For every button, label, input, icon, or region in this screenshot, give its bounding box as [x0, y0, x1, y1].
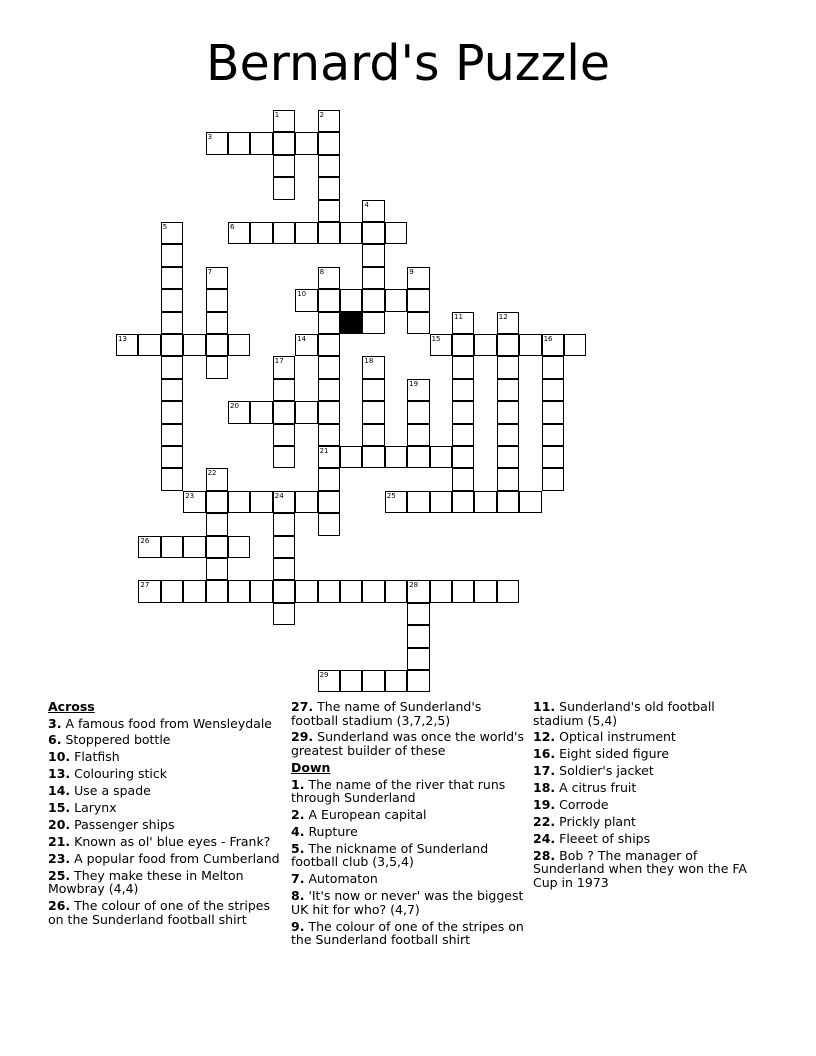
grid-cell[interactable]: [385, 289, 407, 311]
clue-num: 16.: [533, 746, 556, 762]
clue-num: 28.: [533, 847, 556, 863]
grid-cell[interactable]: [497, 446, 519, 468]
grid-cell[interactable]: [340, 446, 362, 468]
grid-cell[interactable]: [318, 222, 340, 244]
grid-cell[interactable]: [318, 334, 340, 356]
grid-cell[interactable]: [519, 334, 541, 356]
clue-text: Prickly plant: [559, 813, 636, 829]
clue-text: Fleeet of ships: [559, 830, 651, 846]
grid-cell[interactable]: [474, 491, 496, 513]
grid-cell[interactable]: [273, 424, 295, 446]
grid-cell[interactable]: [452, 334, 474, 356]
clue-text: Larynx: [74, 800, 117, 816]
across-clue: [48, 750, 284, 764]
grid-cell[interactable]: [183, 491, 205, 513]
grid-cell[interactable]: [295, 491, 317, 513]
down-clue: [291, 842, 527, 869]
grid-cell[interactable]: [385, 446, 407, 468]
grid-cell[interactable]: [407, 424, 429, 446]
grid-cell[interactable]: [497, 580, 519, 602]
down-clue: [533, 798, 769, 812]
grid-cell[interactable]: [452, 424, 474, 446]
grid-cell[interactable]: [407, 446, 429, 468]
grid-cell[interactable]: [206, 580, 228, 602]
grid-cell[interactable]: [273, 401, 295, 423]
grid-cell[interactable]: [318, 267, 340, 289]
clue-text: The nickname of Sunderland football club (3,5,4): [291, 840, 489, 870]
grid-cell[interactable]: [273, 110, 295, 132]
across-clue: [291, 700, 527, 727]
grid-cell[interactable]: [318, 580, 340, 602]
grid-cell[interactable]: [474, 580, 496, 602]
grid-cell[interactable]: [250, 222, 272, 244]
clue-text: Rupture: [308, 823, 358, 839]
grid-cell[interactable]: [318, 132, 340, 154]
across-heading: Across: [48, 699, 95, 714]
grid-cell[interactable]: [497, 401, 519, 423]
grid-cell[interactable]: [206, 558, 228, 580]
grid-cell[interactable]: [295, 334, 317, 356]
clue-text: Passenger ships: [74, 816, 175, 832]
grid-cell[interactable]: [318, 200, 340, 222]
clue-text: Eight sided figure: [559, 746, 670, 762]
clue-number: 6: [230, 223, 235, 231]
grid-cell[interactable]: [318, 177, 340, 199]
down-clue: [533, 815, 769, 829]
clue-num: 25.: [48, 867, 71, 883]
grid-cell[interactable]: [161, 244, 183, 266]
grid-cell[interactable]: [273, 222, 295, 244]
grid-cell[interactable]: [250, 580, 272, 602]
clue-number: 21: [319, 447, 329, 455]
clue-text: Corrode: [559, 797, 609, 813]
clue-column-3: [533, 700, 769, 893]
clue-text: The colour of one of the stripes on the Sunderland football shirt: [291, 918, 524, 948]
clue-text: A European capital: [308, 807, 427, 823]
grid-cell[interactable]: [452, 580, 474, 602]
grid-cell[interactable]: [273, 177, 295, 199]
clue-number: 1: [274, 111, 280, 119]
grid-cell[interactable]: [295, 222, 317, 244]
clue-num: 20.: [48, 816, 71, 832]
down-clue: [291, 778, 527, 805]
grid-cell[interactable]: [497, 356, 519, 378]
clue-number: 3: [207, 133, 213, 142]
down-clue: [533, 781, 769, 795]
grid-cell[interactable]: [273, 513, 295, 535]
grid-cell[interactable]: [407, 289, 429, 311]
clue-num: 24.: [533, 830, 556, 846]
grid-cell[interactable]: [295, 401, 317, 423]
grid-cell[interactable]: [430, 446, 452, 468]
clue-num: 4.: [291, 823, 305, 839]
grid-cell[interactable]: [116, 334, 138, 356]
grid-cell[interactable]: [474, 334, 496, 356]
clue-text: Stoppered bottle: [65, 732, 171, 748]
down-clue: [533, 849, 769, 890]
down-clue: [291, 920, 527, 947]
across-clue: [48, 835, 284, 849]
grid-cell[interactable]: [273, 356, 295, 378]
clue-num: 27.: [291, 699, 314, 714]
clue-number: 14: [297, 335, 307, 343]
across-clue: [48, 717, 284, 731]
clue-number: 29: [319, 671, 329, 679]
grid-cell[interactable]: [542, 446, 564, 468]
clue-number: 2: [319, 111, 325, 119]
clue-number: 13: [118, 335, 127, 343]
grid-cell[interactable]: [161, 267, 183, 289]
grid-cell[interactable]: [430, 334, 452, 356]
grid-cell[interactable]: [497, 424, 519, 446]
clue-text: They make these in Melton Mowbray (4,4): [48, 867, 244, 897]
grid-cell[interactable]: [452, 446, 474, 468]
clue-text: Colouring stick: [74, 766, 167, 782]
clue-column-2: [291, 700, 527, 950]
grid-cell[interactable]: [362, 401, 384, 423]
grid-cell[interactable]: [497, 468, 519, 490]
clue-num: 8.: [291, 888, 305, 904]
clue-num: 2.: [291, 807, 305, 823]
grid-cell[interactable]: [228, 401, 250, 423]
grid-cell[interactable]: [161, 401, 183, 423]
grid-cell[interactable]: [362, 424, 384, 446]
grid-cell[interactable]: [407, 312, 429, 334]
grid-cell[interactable]: [273, 379, 295, 401]
grid-cell[interactable]: [318, 289, 340, 311]
grid-cell[interactable]: [407, 379, 429, 401]
grid-cell[interactable]: [318, 379, 340, 401]
clue-number: 22: [207, 469, 217, 478]
down-clue: [533, 764, 769, 778]
grid-cell[interactable]: [273, 603, 295, 625]
across-clue: [48, 784, 284, 798]
grid-cell[interactable]: [273, 491, 295, 513]
clue-text: 'It's now or never' was the biggest UK hit for who? (4,7): [291, 888, 524, 917]
down-clue: [291, 825, 527, 839]
grid-cell[interactable]: [161, 222, 183, 244]
clue-number: 5: [162, 223, 168, 231]
grid-cell[interactable]: [340, 580, 362, 602]
grid-cell[interactable]: [318, 155, 340, 177]
grid-cell[interactable]: [206, 334, 228, 356]
grid-cell[interactable]: [228, 132, 250, 154]
clue-number: 4: [364, 200, 369, 209]
grid-cell[interactable]: [385, 670, 407, 692]
grid-cell[interactable]: [161, 446, 183, 468]
clue-num: 19.: [533, 797, 556, 813]
grid-cell[interactable]: [497, 334, 519, 356]
grid-cell[interactable]: [318, 424, 340, 446]
grid-cell[interactable]: [362, 289, 384, 311]
grid-cell[interactable]: [250, 132, 272, 154]
grid-cell[interactable]: [362, 200, 384, 222]
grid-cell[interactable]: [273, 155, 295, 177]
grid-cell[interactable]: [497, 491, 519, 513]
grid-cell[interactable]: [340, 289, 362, 311]
grid-cell[interactable]: [362, 356, 384, 378]
grid-cell[interactable]: [362, 222, 384, 244]
clue-text: Optical instrument: [559, 729, 676, 745]
grid-cell[interactable]: [318, 446, 340, 468]
clue-text: Soldier's jacket: [559, 763, 654, 779]
clue-number: 25: [386, 491, 396, 500]
grid-cell[interactable]: [206, 536, 228, 558]
clue-text: The colour of one of the stripes on the Sunderland football shirt: [48, 898, 270, 927]
grid-cell[interactable]: [183, 580, 205, 602]
grid-cell[interactable]: [452, 356, 474, 378]
across-clue: [48, 767, 284, 781]
grid-cell[interactable]: [250, 491, 272, 513]
clue-num: 11.: [533, 699, 556, 714]
clue-number: 27: [140, 581, 150, 590]
clue-num: 5.: [291, 840, 305, 856]
grid-cell[interactable]: [318, 513, 340, 535]
grid-cell[interactable]: [385, 491, 407, 513]
grid-cell[interactable]: [407, 401, 429, 423]
grid-cell[interactable]: [250, 401, 272, 423]
grid-cell[interactable]: [138, 334, 160, 356]
grid-cell[interactable]: [452, 491, 474, 513]
grid-cell[interactable]: [519, 491, 541, 513]
grid-cell[interactable]: [407, 648, 429, 670]
grid-cell[interactable]: [206, 468, 228, 490]
clue-num: 17.: [533, 763, 556, 779]
clue-number: 19: [409, 379, 419, 388]
grid-cell[interactable]: [542, 424, 564, 446]
clue-text: Sunderland was once the world's greatest builder of these: [291, 729, 524, 759]
across-clue: [48, 801, 284, 815]
clue-text: Automaton: [308, 871, 378, 887]
grid-cell[interactable]: [407, 603, 429, 625]
grid-cell[interactable]: [318, 110, 340, 132]
down-clue: [291, 808, 527, 822]
grid-cell[interactable]: [318, 670, 340, 692]
down-clue: [291, 872, 527, 886]
grid-cell[interactable]: [273, 132, 295, 154]
clue-num: 22.: [533, 813, 556, 829]
grid-cell[interactable]: [430, 491, 452, 513]
puzzle-title: Bernard's Puzzle: [205, 35, 611, 92]
clue-number: 28: [409, 581, 419, 590]
down-clue: [533, 747, 769, 761]
clue-text: A popular food from Cumberland: [74, 850, 280, 866]
grid-cell[interactable]: [362, 312, 384, 334]
grid-cell[interactable]: [161, 580, 183, 602]
clue-text: The name of the river that runs through Sunderland: [291, 776, 506, 806]
grid-cell[interactable]: [340, 670, 362, 692]
clue-number: 8: [319, 267, 325, 276]
grid-cell[interactable]: [228, 334, 250, 356]
clue-number: 7: [207, 267, 213, 276]
grid-cell[interactable]: [273, 536, 295, 558]
grid-cell[interactable]: [340, 222, 362, 244]
down-clue: [533, 832, 769, 846]
clue-text: Bob ? The manager of Sunderland when they won the FA Cup in 1973: [533, 847, 747, 890]
grid-cell[interactable]: [228, 536, 250, 558]
grid-cell[interactable]: [206, 267, 228, 289]
grid-cell[interactable]: [407, 580, 429, 602]
clue-text: Flatfish: [74, 749, 120, 765]
clue-number: 23: [185, 491, 195, 500]
clue-num: 1.: [291, 776, 305, 792]
clue-text: Known as ol' blue eyes - Frank?: [74, 833, 271, 849]
clue-num: 9.: [291, 918, 305, 934]
clue-number: 20: [230, 402, 239, 411]
grid-cell[interactable]: [295, 132, 317, 154]
across-clue: [48, 733, 284, 747]
grid-cell[interactable]: [273, 446, 295, 468]
grid-cell[interactable]: [542, 334, 564, 356]
grid-cell[interactable]: [362, 670, 384, 692]
black-square: [340, 312, 362, 334]
grid-cell[interactable]: [542, 379, 564, 401]
grid-cell[interactable]: [138, 580, 160, 602]
grid-cell[interactable]: [362, 446, 384, 468]
clue-num: 23.: [48, 850, 71, 866]
grid-cell[interactable]: [407, 625, 429, 647]
grid-cell[interactable]: [318, 356, 340, 378]
clue-number: 11: [454, 312, 463, 321]
clue-num: 21.: [48, 833, 71, 849]
grid-cell[interactable]: [161, 356, 183, 378]
clue-num: 6.: [48, 732, 62, 748]
clue-num: 14.: [48, 783, 71, 799]
grid-cell[interactable]: [295, 289, 317, 311]
grid-cell[interactable]: [206, 513, 228, 535]
grid-cell[interactable]: [295, 580, 317, 602]
clue-num: 3.: [48, 715, 62, 731]
clue-number: 26: [140, 536, 150, 545]
clue-number: 24: [274, 491, 284, 500]
grid-cell[interactable]: [228, 491, 250, 513]
clue-text: A famous food from Wensleydale: [65, 715, 272, 731]
clue-number: 18: [364, 357, 374, 366]
grid-cell[interactable]: [452, 401, 474, 423]
clue-num: 13.: [48, 766, 71, 782]
across-clue: [48, 869, 284, 896]
grid-cell[interactable]: [362, 244, 384, 266]
clue-num: 18.: [533, 780, 556, 796]
grid-cell[interactable]: [542, 468, 564, 490]
grid-cell[interactable]: [161, 289, 183, 311]
clue-number: 15: [431, 335, 441, 343]
grid-cell[interactable]: [206, 491, 228, 513]
grid-cell[interactable]: [385, 222, 407, 244]
grid-cell[interactable]: [497, 379, 519, 401]
clue-text: A citrus fruit: [559, 780, 637, 796]
grid-cell[interactable]: [385, 580, 407, 602]
clue-text: Sunderland's old football stadium (5,4): [533, 699, 715, 728]
grid-cell[interactable]: [430, 580, 452, 602]
clue-number: 17: [274, 357, 284, 366]
across-clue: [291, 730, 527, 757]
grid-cell[interactable]: [564, 334, 586, 356]
clue-text: The name of Sunderland's football stadium (3,7,2,5): [291, 699, 482, 728]
grid-cell[interactable]: [318, 312, 340, 334]
grid-cell[interactable]: [407, 670, 429, 692]
grid-cell[interactable]: [161, 468, 183, 490]
clue-number: 12: [498, 312, 508, 321]
across-clue: [48, 818, 284, 832]
across-clue: [48, 852, 284, 866]
grid-cell[interactable]: [452, 379, 474, 401]
clue-num: 12.: [533, 729, 556, 745]
grid-cell[interactable]: [452, 312, 474, 334]
grid-cell[interactable]: [407, 267, 429, 289]
clue-number: 16: [543, 335, 553, 343]
down-heading: Down: [291, 759, 331, 775]
grid-cell[interactable]: [161, 334, 183, 356]
grid-cell[interactable]: [228, 222, 250, 244]
grid-cell[interactable]: [318, 468, 340, 490]
grid-cell[interactable]: [542, 356, 564, 378]
clue-num: 10.: [48, 749, 71, 765]
down-clue: [533, 700, 769, 727]
grid-cell[interactable]: [183, 334, 205, 356]
across-clue: [48, 899, 284, 926]
grid-cell[interactable]: [183, 536, 205, 558]
grid-cell[interactable]: [362, 379, 384, 401]
grid-cell[interactable]: [362, 267, 384, 289]
clue-num: 15.: [48, 800, 71, 816]
grid-cell[interactable]: [497, 312, 519, 334]
clue-number: 9: [409, 267, 414, 276]
grid-cell[interactable]: [161, 312, 183, 334]
grid-cell[interactable]: [206, 312, 228, 334]
grid-cell[interactable]: [452, 468, 474, 490]
clue-text: Use a spade: [74, 783, 151, 799]
grid-cell[interactable]: [161, 379, 183, 401]
clue-number: 10: [297, 290, 307, 299]
clue-num: 29.: [291, 729, 314, 745]
grid-cell[interactable]: [138, 536, 160, 558]
clue-num: 7.: [291, 871, 305, 887]
grid-cell[interactable]: [161, 536, 183, 558]
grid-cell[interactable]: [362, 580, 384, 602]
grid-cell[interactable]: [206, 132, 228, 154]
grid-cell[interactable]: [161, 424, 183, 446]
grid-cell[interactable]: [542, 401, 564, 423]
grid-cell[interactable]: [228, 580, 250, 602]
clue-column-1: [48, 700, 284, 930]
grid-cell[interactable]: [206, 356, 228, 378]
grid-cell[interactable]: [407, 491, 429, 513]
grid-cell[interactable]: [318, 401, 340, 423]
grid-cell[interactable]: [273, 558, 295, 580]
grid-cell[interactable]: [273, 580, 295, 602]
down-clue: [533, 730, 769, 744]
grid-cell[interactable]: [206, 289, 228, 311]
clue-num: 26.: [48, 898, 71, 914]
grid-cell[interactable]: [318, 491, 340, 513]
down-clue: [291, 889, 527, 916]
